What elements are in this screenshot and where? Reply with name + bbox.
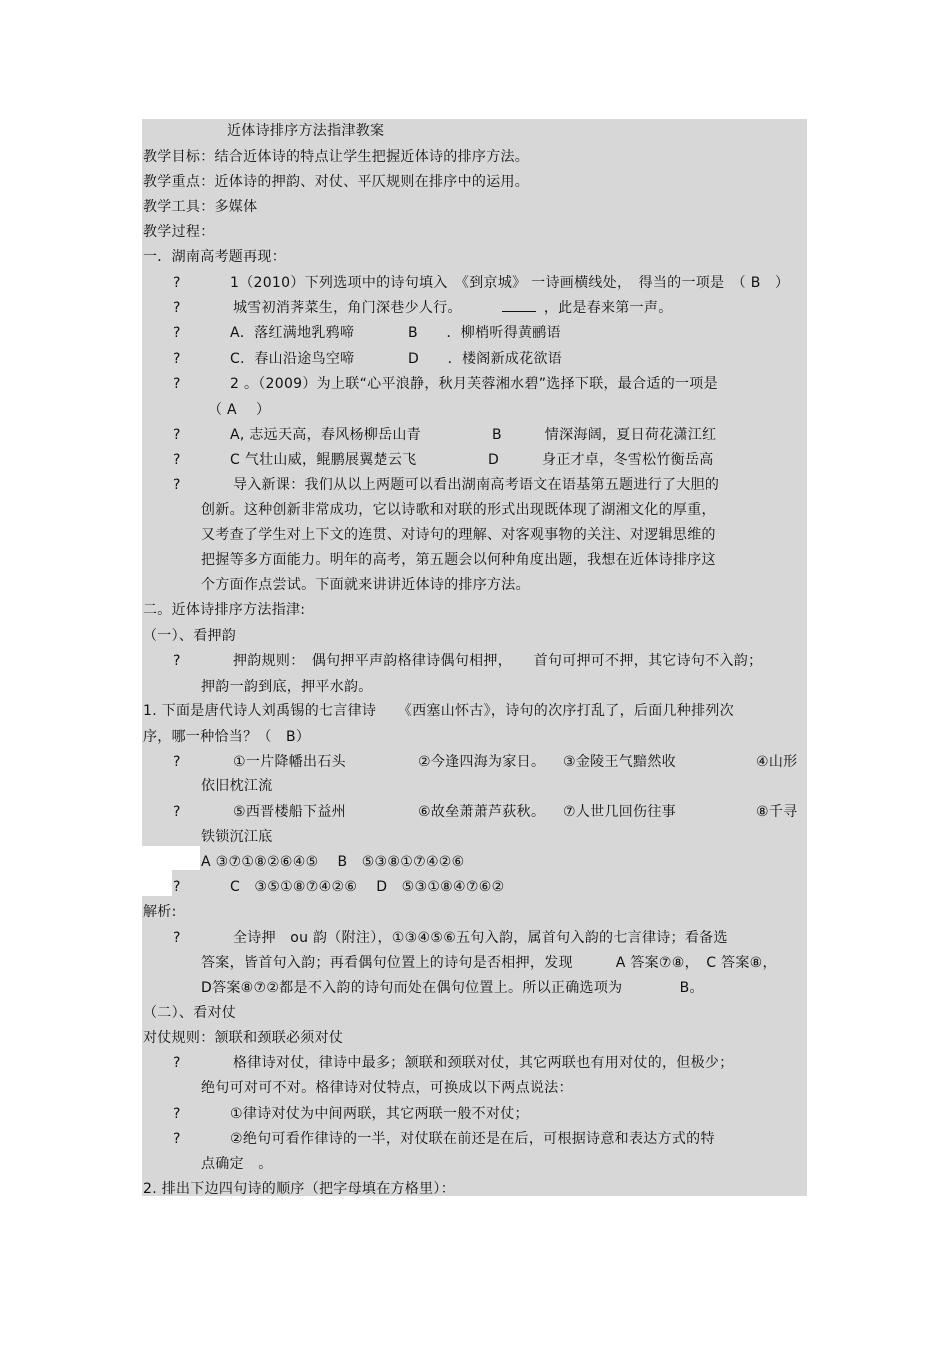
analysis-label: 解析: <box>143 904 177 920</box>
blank-underline <box>502 301 536 312</box>
question-stem: 2. 排出下边四句诗的顺序（把字母填在方格里）： <box>143 1181 456 1197</box>
section-heading: 一．湖南高考题再现： <box>143 249 286 265</box>
poem-line: ⑤西晋楼船下益州 <box>233 804 346 820</box>
duizhang-line: 点确定 。 <box>201 1156 273 1172</box>
intro-line: 个方面作点尝试。下面就来讲讲近体诗的排序方法。 <box>201 577 530 593</box>
bullet: ? <box>173 879 181 895</box>
answer-options: A ③⑦①⑧②⑥④⑤ B ⑤③⑧①⑦④②⑥ <box>201 854 465 870</box>
rhyme-rule: 押韵一韵到底，押平水韵。 <box>201 679 373 695</box>
bullet: ? <box>173 427 181 443</box>
duizhang-rule: 对仗规则：颔联和颈联必须对仗 <box>143 1030 344 1046</box>
bullet: ? <box>173 275 181 291</box>
intro-line: 把握等多方面能力。明年的高考，第五题会以何种角度出题，我想在近体诗排序这 <box>201 552 716 568</box>
section-heading: 二。近体诗排序方法指津: <box>143 602 306 618</box>
bullet: ? <box>173 1131 181 1147</box>
analysis-line: D答案⑧⑦②都是不入韵的诗句而处在偶句位置上。所以正确选项为 B。 <box>201 980 704 996</box>
poem-line: ⑥故垒萧萧芦荻秋。 <box>418 804 546 820</box>
layout-gap <box>142 870 172 896</box>
duizhang-line: 绝句可对可不对。格律诗对仗特点，可换成以下两点说法： <box>201 1080 573 1096</box>
option-b: B 情深海阔，夏日荷花潇江红 <box>492 427 717 443</box>
duizhang-line: ①律诗对仗为中间两联，其它两联一般不对仗； <box>230 1106 529 1122</box>
poem-line: ③金陵王气黯然收 <box>563 754 676 770</box>
answer-options: C ③⑤①⑧⑦④②⑥ D ⑤③①⑧④⑦⑥② <box>230 879 505 895</box>
question-stem: 1（2010）下列选项中的诗句填入 《到京城》 一诗画横线处， 得当的一项是 （ B ） <box>230 275 790 291</box>
option-c: C．春山沿途鸟空啼 <box>230 351 355 367</box>
intro-line: 导入新课：我们从以上两题可以看出湖南高考语文在语基第五题进行了大胆的 <box>233 477 720 493</box>
rhyme-rule: 押韵规则： 偶句押平声韵格律诗偶句相押， 首句可押可不押，其它诗句不入韵； <box>233 653 763 669</box>
bullet: ? <box>173 452 181 468</box>
option-a: A, 志远天高，春风杨柳岳山青 <box>230 427 421 443</box>
bullet: ? <box>173 804 181 820</box>
poem-line: 城雪初消荠菜生，角门深巷少人行。 ，此是春来第一声。 <box>233 300 673 316</box>
option-a: A．落红满地乳鸦啼 <box>230 325 355 341</box>
poem-line: ②今逢四海为家日。 <box>418 754 546 770</box>
poem-line: 依旧枕江流 <box>201 778 273 794</box>
bullet: ? <box>173 351 181 367</box>
option-d: D 身正才卓，冬雪松竹衡岳高 <box>488 452 714 468</box>
document-title: 近体诗排序方法指津教案 <box>227 123 385 139</box>
teaching-focus: 教学重点：近体诗的押韵、对仗、平仄规则在排序中的运用。 <box>143 174 530 190</box>
bullet: ? <box>173 653 181 669</box>
option-d: D ．楼阁新成花欲语 <box>408 351 563 367</box>
option-b: B ．柳梢听得黄鹂语 <box>408 325 561 341</box>
layout-gap <box>142 846 200 870</box>
intro-line: 又考查了学生对上下文的连贯、对诗句的理解、对客观事物的关注、对逻辑思维的 <box>201 527 716 543</box>
question-stem: 序，哪一种恰当？（ B） <box>143 729 311 745</box>
bullet: ? <box>173 754 181 770</box>
teaching-tools: 教学工具：多媒体 <box>143 199 258 215</box>
option-c: C 气壮山威，鲲鹏展翼楚云飞 <box>230 452 417 468</box>
question-stem: 2 。（2009）为上联“心平浪静，秋月芙蓉湘水碧”选择下联，最合适的一项是 <box>230 376 718 392</box>
bullet: ? <box>173 1106 181 1122</box>
duizhang-line: ②绝句可看作律诗的一半，对仗联在前还是在后，可根据诗意和表达方式的特 <box>230 1131 715 1147</box>
bullet: ? <box>173 1055 181 1071</box>
subsection-heading: （一）、看押韵 <box>143 628 237 644</box>
duizhang-line: 格律诗对仗，律诗中最多；颔联和颈联对仗，其它两联也有用对仗的，但极少； <box>233 1055 734 1071</box>
teaching-process: 教学过程： <box>143 224 215 240</box>
question-stem: 1. 下面是唐代诗人刘禹锡的七言律诗 《西塞山怀古》，诗句的次序打乱了，后面几种排列次 <box>143 703 735 719</box>
bullet: ? <box>173 376 181 392</box>
bullet: ? <box>173 300 181 316</box>
intro-line: 创新。这种创新非常成功，它以诗歌和对联的形式出现既体现了湖湘文化的厚重， <box>201 502 716 518</box>
answer: （ A ） <box>208 402 271 418</box>
teaching-goal: 教学目标：结合近体诗的特点让学生把握近体诗的排序方法。 <box>143 149 530 165</box>
poem-line: 铁锁沉江底 <box>201 829 273 845</box>
poem-line: ⑧千寻 <box>756 804 798 820</box>
poem-line: ⑦人世几回伤往事 <box>563 804 676 820</box>
subsection-heading: （二）、看对仗 <box>143 1005 237 1021</box>
bullet: ? <box>173 477 181 493</box>
poem-line: ①一片降幡出石头 <box>233 754 346 770</box>
bullet: ? <box>173 325 181 341</box>
poem-line: ④山形 <box>756 754 798 770</box>
analysis-line: 全诗押 ou 韵（附注），①③④⑤⑥五句入韵，属首句入韵的七言律诗；看备选 <box>233 930 728 946</box>
analysis-line: 答案，皆首句入韵；再看偶句位置上的诗句是否相押，发现 A 答案⑦⑧， C 答案⑧， <box>201 955 777 971</box>
bullet: ? <box>173 930 181 946</box>
